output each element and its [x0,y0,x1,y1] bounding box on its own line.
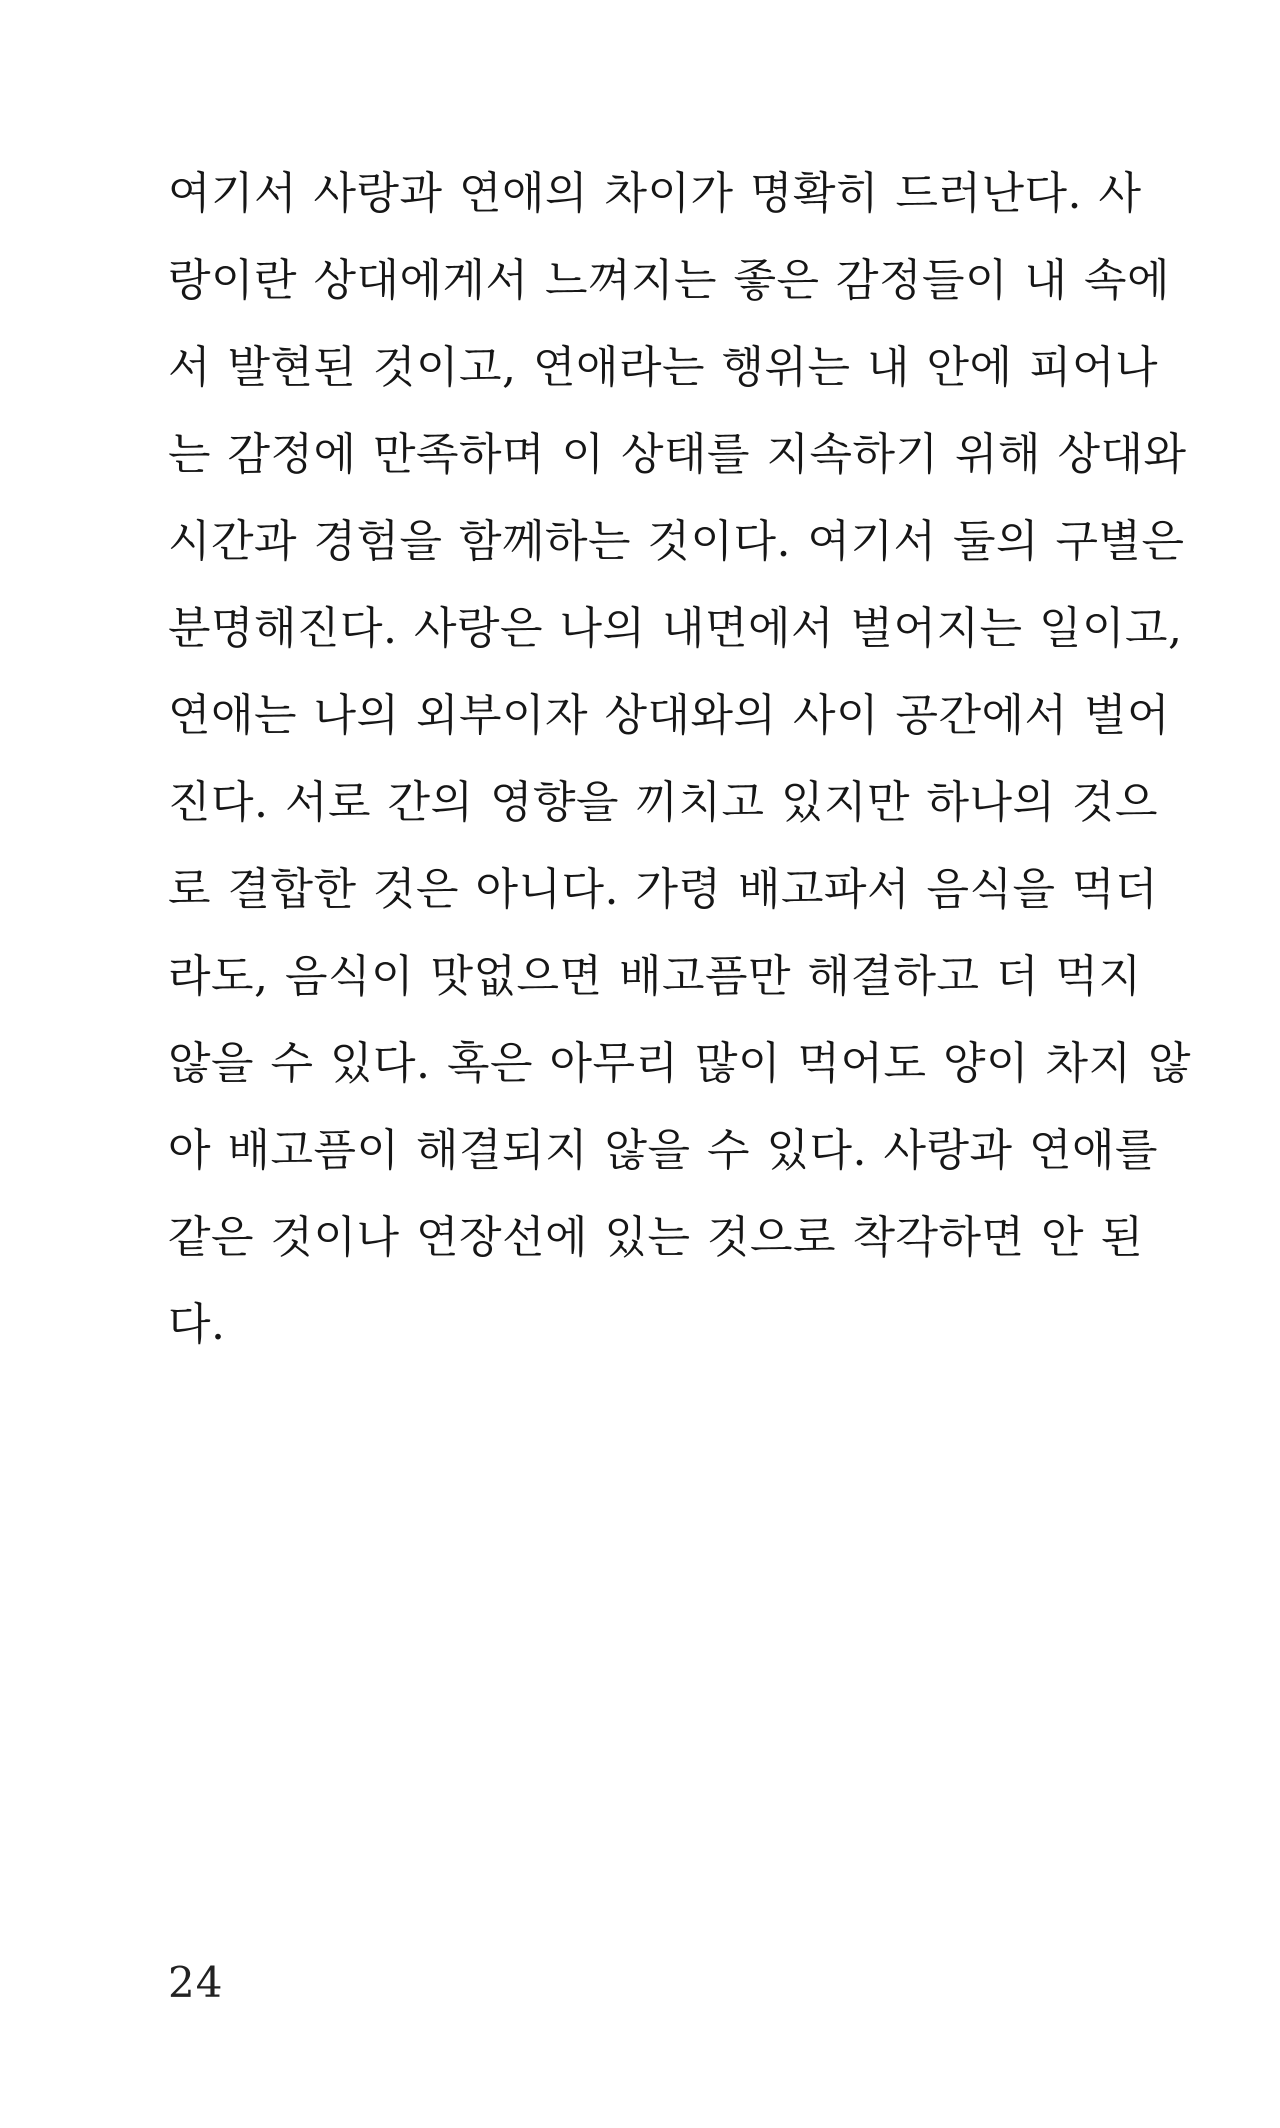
text-line: 랑이란 상대에게서 느껴지는 좋은 감정들이 내 속에 [168,255,1170,306]
text-line: 분명해진다. 사랑은 나의 내면에서 벌어지는 일이고, [168,603,1183,654]
text-line: 로 결합한 것은 아니다. 가령 배고파서 음식을 먹더 [168,864,1158,915]
text-line: 는 감정에 만족하며 이 상태를 지속하기 위해 상대와 [168,429,1187,480]
text-line: 아 배고픔이 해결되지 않을 수 있다. 사랑과 연애를 [168,1125,1158,1176]
body-paragraph [168,150,1191,1368]
page-number: 24 [168,1958,224,2007]
text-line: 라도, 음식이 맛없으면 배고픔만 해결하고 더 먹지 [168,951,1142,1002]
text-line: 여기서 사랑과 연애의 차이가 명확히 드러난다. 사 [168,168,1142,219]
text-line: 같은 것이나 연장선에 있는 것으로 착각하면 안 된 [168,1212,1144,1263]
text-line-last: 다. [168,1299,226,1350]
text-line: 시간과 경험을 함께하는 것이다. 여기서 둘의 구별은 [168,516,1185,567]
text-line: 진다. 서로 간의 영향을 끼치고 있지만 하나의 것으 [168,777,1158,828]
text-line: 연애는 나의 외부이자 상대와의 사이 공간에서 벌어 [168,690,1170,741]
text-line: 서 발현된 것이고, 연애라는 행위는 내 안에 피어나 [168,342,1158,393]
text-line: 않을 수 있다. 혹은 아무리 많이 먹어도 양이 차지 않 [168,1038,1191,1089]
